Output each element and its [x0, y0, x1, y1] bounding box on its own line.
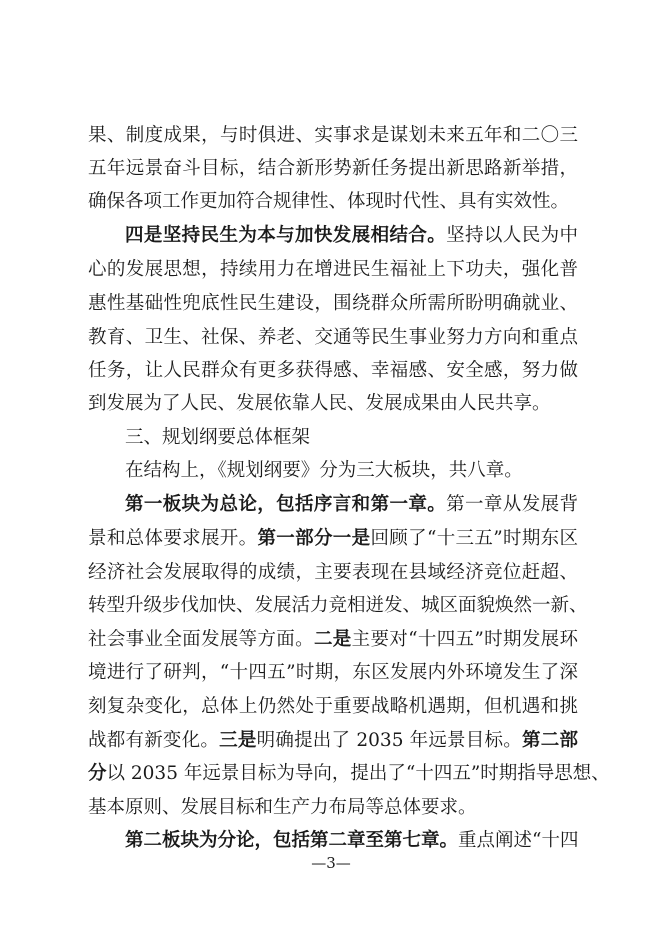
text-line: 景和总体要求展开。第一部分一是回顾了“十三五”时期东区 — [88, 528, 578, 549]
text-line: 经济社会发展取得的成绩，主要表现在县域经济竞位赶超、 — [88, 562, 578, 583]
text-line: 在结构上，《规划纲要》分为三大板块，共八章。 — [125, 460, 523, 481]
text-line: 第一板块为总论，包括序言和第一章。第一章从发展背 — [125, 494, 578, 515]
text-line: 分以 2035 年远景目标为导向，提出了“十四五”时期指导思想、 — [88, 763, 610, 784]
text-line: 果、制度成果，与时俱进、实事求是谋划未来五年和二〇三 — [88, 125, 578, 146]
section-heading: 三、规划纲要总体框架 — [125, 427, 311, 448]
text-line: 四是坚持民生为本与加快发展相结合。坚持以人民为中 — [125, 225, 578, 246]
text-line: 战都有新变化。三是明确提出了 2035 年远景目标。第二部 — [88, 730, 578, 751]
text-line: 境进行了研判，“十四五”时期，东区发展内外环境发生了深 — [88, 662, 578, 683]
text-line: 基本原则、发展目标和生产力布局等总体要求。 — [88, 797, 477, 818]
text-line: 到发展为了人民、发展依靠人民、发展成果由人民共享。 — [88, 393, 551, 414]
text-line: 惠性基础性兜底性民生建设，围绕群众所需所盼明确就业、 — [88, 293, 578, 314]
text-line: 任务，让人民群众有更多获得感、幸福感、安全感，努力做 — [88, 360, 578, 381]
text-line: 教育、卫生、社保、养老、交通等民生事业努力方向和重点 — [88, 327, 578, 348]
text-line: 心的发展思想，持续用力在增进民生福祉上下功夫，强化普 — [88, 259, 578, 280]
text-line: 第二板块为分论，包括第二章至第七章。重点阐述“十四 — [125, 830, 579, 851]
text-line: 确保各项工作更加符合规律性、体现时代性、具有实效性。 — [88, 191, 570, 212]
text-line: 社会事业全面发展等方面。二是主要对“十四五”时期发展环 — [88, 629, 578, 650]
text-line: 转型升级步伐加快、发展活力竞相迸发、城区面貌焕然一新、 — [88, 595, 588, 616]
text-line: 刻复杂变化，总体上仍然处于重要战略机遇期，但机遇和挑 — [88, 696, 578, 717]
text-line: 五年远景奋斗目标，结合新形势新任务提出新思路新举措， — [88, 158, 578, 179]
page-number: —3— — [311, 854, 351, 872]
